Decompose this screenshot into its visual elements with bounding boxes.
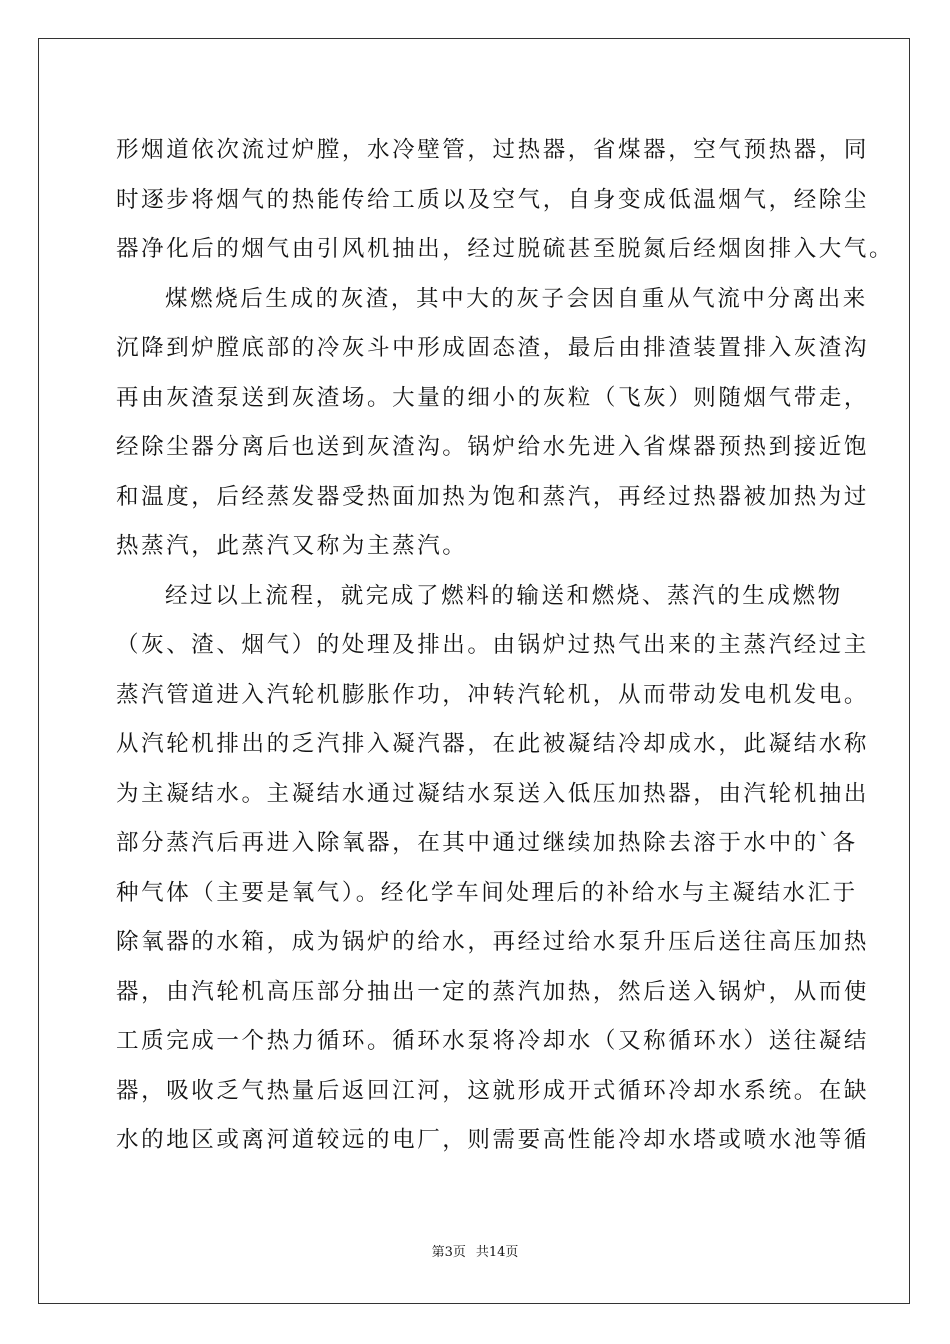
current-page-number: 第3页 <box>431 1245 466 1260</box>
text-line: 种气体（主要是氧气）。经化学车间处理后的补给水与主凝结水汇于 <box>116 879 858 906</box>
paragraph-3 <box>116 572 870 1166</box>
text-line: （灰、渣、烟气）的处理及排出。由锅炉过热气出来的主蒸汽经过主 <box>116 632 870 658</box>
text-line: 时逐步将烟气的热能传给工质以及空气，自身变成低温烟气，经除尘 <box>116 186 870 213</box>
text-line: 经除尘器分离后也送到灰渣沟。锅炉给水先进入省煤器预热到接近饱 <box>116 434 870 460</box>
paragraph-2 <box>116 275 870 572</box>
document-body <box>116 126 895 1166</box>
text-line: 工质完成一个热力循环。循环水泵将冷却水（又称循环水）送往凝结 <box>116 1028 870 1054</box>
text-line: 经过以上流程，就完成了燃料的输送和燃烧、蒸汽的生成燃物 <box>165 582 843 609</box>
text-line: 器，吸收乏气热量后返回江河，这就形成开式循环冷却水系统。在缺 <box>116 1077 870 1104</box>
text-line: 煤燃烧后生成的灰渣，其中大的灰子会因自重从气流中分离出来 <box>165 285 868 312</box>
text-line: 器，由汽轮机高压部分抽出一定的蒸汽加热，然后送入锅炉，从而使 <box>116 978 870 1005</box>
text-line: 水的地区或离河道较远的电厂，则需要高性能冷却水塔或喷水池等循 <box>116 1127 870 1153</box>
page-footer <box>0 1244 950 1262</box>
total-page-count: 共14页 <box>475 1245 519 1260</box>
text-line: 沉降到炉膛底部的冷灰斗中形成固态渣，最后由排渣装置排入灰渣沟 <box>116 335 870 361</box>
text-line: 部分蒸汽后再进入除氧器，在其中通过继续加热除去溶于水中的`各 <box>116 830 858 856</box>
text-line: 热蒸汽，此蒸汽又称为主蒸汽。 <box>116 533 468 559</box>
text-line: 蒸汽管道进入汽轮机膨胀作功，冲转汽轮机，从而带动发电机发电。 <box>116 681 870 708</box>
text-line: 形烟道依次流过炉膛，水冷壁管，过热器，省煤器，空气预热器，同 <box>116 137 870 163</box>
paragraph-1 <box>116 126 895 275</box>
text-line: 除氧器的水箱，成为锅炉的给水，再经过给水泵升压后送往高压加热 <box>116 929 870 955</box>
text-line: 再由灰渣泵送到灰渣场。大量的细小的灰粒（飞灰）则随烟气带走， <box>116 384 870 411</box>
text-line: 为主凝结水。主凝结水通过凝结水泵送入低压加热器，由汽轮机抽出 <box>116 780 870 807</box>
text-line: 从汽轮机排出的乏汽排入凝汽器，在此被凝结冷却成水，此凝结水称 <box>116 731 870 757</box>
text-line: 和温度，后经蒸发器受热面加热为饱和蒸汽，再经过热器被加热为过 <box>116 483 870 510</box>
text-line: 器净化后的烟气由引风机抽出，经过脱硫甚至脱氮后经烟囱排入大气。 <box>116 236 895 262</box>
